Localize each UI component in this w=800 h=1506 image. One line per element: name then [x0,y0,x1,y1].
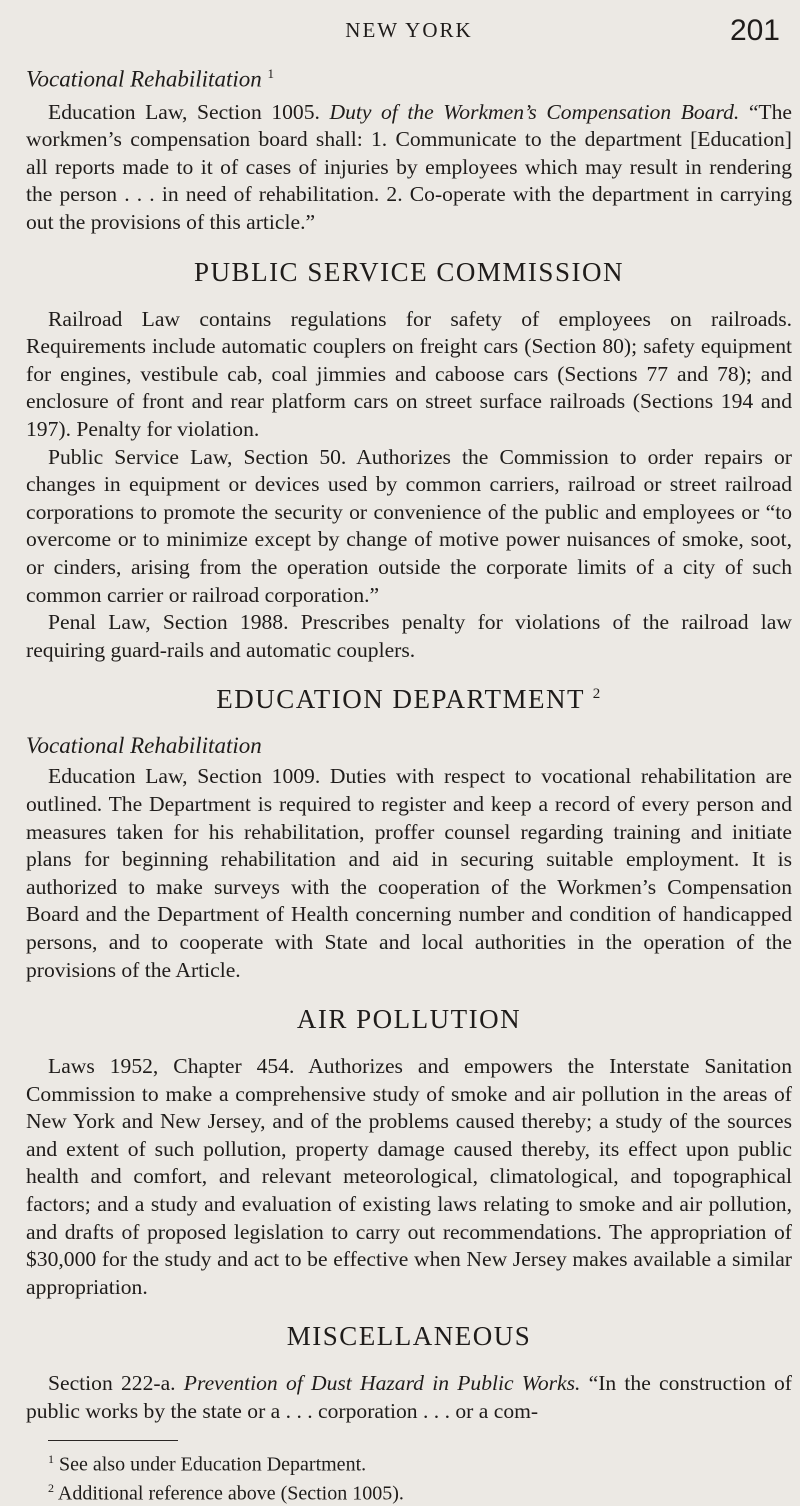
paragraph-italic-title: Prevention of Dust Hazard in Public Works. [183,1371,581,1396]
vocational-rehabilitation-subhead [26,66,792,93]
section-heading-public-service: PUBLIC SERVICE COMMISSION [194,256,624,287]
page-number: 201 [729,14,780,47]
paragraph-lead: Section 222-a. [48,1371,176,1396]
footnote-ref-1: 1 [267,66,274,81]
section-heading-text: EDUCATION DEPARTMENT [216,684,585,715]
paragraph-public-service-law: Public Service Law, Section 50. Authorizes the Commission to order repairs or changes in equipment or devices used by common carriers, railroad or street railroad corporations to promote the security or convenience of the public and employees or “to overcome or to minimize except by change of motive power nuisances of smoke, soot, or cinders, arising from the operation outside the corporate limits of a city of such common carrier or railroad corporation.” [26,444,792,607]
education-subhead: Vocational Rehabilitation [26,733,262,759]
subhead-text: Vocational Rehabilitation [26,66,262,92]
footnote-text: See also under Education Department. [59,1453,367,1476]
paragraph-education-law-1009: Education Law, Section 1009. Duties with respect to vocational rehabilitation are outlined. The Department is required to register and keep a record of every person and measures taken for his rehabilitation, proffer counsel regarding training and initiate plans for beginning rehabilitation and aid in securing suitable employment. It is authorized to make surveys with the cooperation of the Workmen’s Compensation Board and the Department of Health concerning number and condition of handicapped persons, and to cooperate with State and local authorities in the operation of the provisions of the Article. [26,764,792,982]
paragraph-penal-law: Penal Law, Section 1988. Prescribes penalty for violations of the railroad law requiring guard-rails and automatic couplers. [26,610,792,662]
paragraph-railroad-law: Railroad Law contains regulations for safety of employees on railroads. Requirements include automatic couplers on freight cars (Section 80); safety equipment for engines, vestibule cab, coal jimmies and caboose cars (Sections 77 and 78); and enclosure of front and rear platform cars on street surface railroads (Sections 194 and 197). Penalty for violation. [26,306,792,441]
section-heading-air-pollution: AIR POLLUTION [296,1004,522,1035]
paragraph-body: “The workmen’s compensation board shall: 1. Communicate to the department [Education] all reports made to it of cases of injuries by employees which may result in rendering the person . . . in need of rehabilitation. 2. Co-operate with the department in carrying out the provisions of this article.” [26,99,792,235]
footnote-mark: 1 [48,1451,54,1466]
paragraph-italic-title: Duty of the Workmen’s Compensation Board. [329,99,740,124]
footnote-text: Additional reference above (Section 1005). [57,1482,404,1505]
section-heading-miscellaneous: MISCELLANEOUS [286,1321,532,1352]
paragraph-body: “In the construction of public works by the state or a . . . corporation . . . or a com- [26,1371,792,1424]
paragraph-duty-workmens-compensation [26,99,792,237]
paragraph-laws-1952: Laws 1952, Chapter 454. Authorizes and empowers the Interstate Sanitation Commission to make a comprehensive study of smoke and air pollution in the areas of New York and New Jersey, and of the problems caused thereby; a study of the sources and extent of such pollution, property damage caused thereby, its effect upon public health and comfort, and relevant meteorological, climatological, and topographical factors; and a study and evaluation of existing laws relating to smoke and air pollution, and drafts of proposed legislation to carry out recommendations. The appropriation of $30,000 for the study and act to be effective when New Jersey makes available a similar appropriation. [26,1054,792,1299]
running-title: NEW YORK [345,18,473,42]
footnote-ref-2: 2 [592,686,602,703]
paragraph-lead: Education Law, Section 1005. [48,99,320,124]
paragraph-section-222a [26,1370,792,1425]
section-heading-education [26,684,792,715]
running-head [26,16,792,52]
footnote-mark: 2 [48,1481,54,1496]
footnote-1 [48,1447,792,1477]
footnote-2 [48,1476,792,1506]
footnote-rule [48,1440,178,1441]
